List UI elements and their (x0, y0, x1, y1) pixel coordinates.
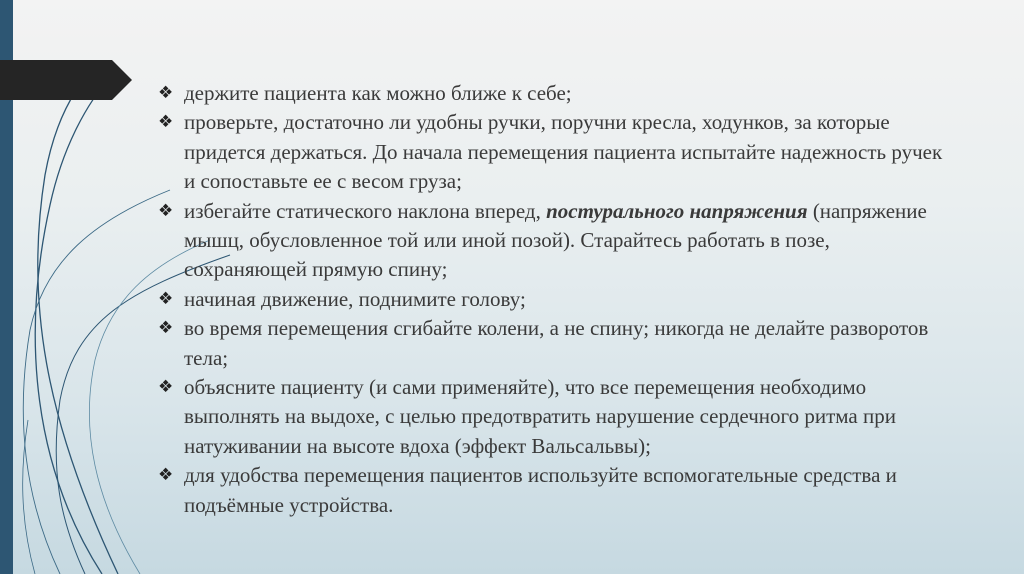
list-item-text: для удобства перемещения пациентов используйте вспомогательные средства и подъёмные устройства. (184, 463, 897, 517)
slide-content (158, 79, 958, 520)
list-item-text: избегайте статического наклона вперед, (184, 198, 547, 223)
title-tab-shape (0, 60, 132, 100)
emphasized-term: постурального напряжения (546, 198, 808, 223)
list-item (158, 285, 958, 314)
bullet-list (158, 79, 958, 520)
diamond-bullet-icon: ❖ (158, 112, 174, 133)
list-item (158, 461, 958, 520)
list-item (158, 197, 958, 285)
list-item-text: объясните пациенту (и сами применяйте), что все перемещения необходимо выполнять на выдохе, с целью предотвратить нарушение сердечного ритма при натуживании на высоте вдоха (эффект Вальсальвы); (184, 375, 896, 458)
diamond-bullet-icon: ❖ (158, 83, 174, 103)
list-item (158, 314, 958, 373)
list-item-text-continued: (напряжение мышц, обусловленное той или иной позой). Старайтесь работать в позе, сохраняющей прямую спину; (184, 198, 927, 282)
list-item-text: держите пациента как можно ближе к себе; (184, 81, 572, 105)
diamond-bullet-icon: ❖ (158, 200, 174, 221)
list-item-text: начиная движение, поднимите голову; (184, 286, 526, 311)
list-item (158, 108, 958, 196)
list-item (158, 79, 958, 108)
list-item-text: во время перемещения сгибайте колени, а не спину; никогда не делайте разворотов тела; (184, 316, 929, 370)
diamond-bullet-icon: ❖ (158, 465, 174, 486)
diamond-bullet-icon: ❖ (158, 318, 174, 339)
diamond-bullet-icon: ❖ (158, 377, 174, 398)
diamond-bullet-icon: ❖ (158, 288, 174, 309)
list-item-text: проверьте, достаточно ли удобны ручки, поручни кресла, ходунков, за которые придется держаться. До начала перемещения пациента испытайте надежность ручек и сопоставьте ее с весом груза; (184, 110, 943, 194)
list-item (158, 373, 958, 461)
